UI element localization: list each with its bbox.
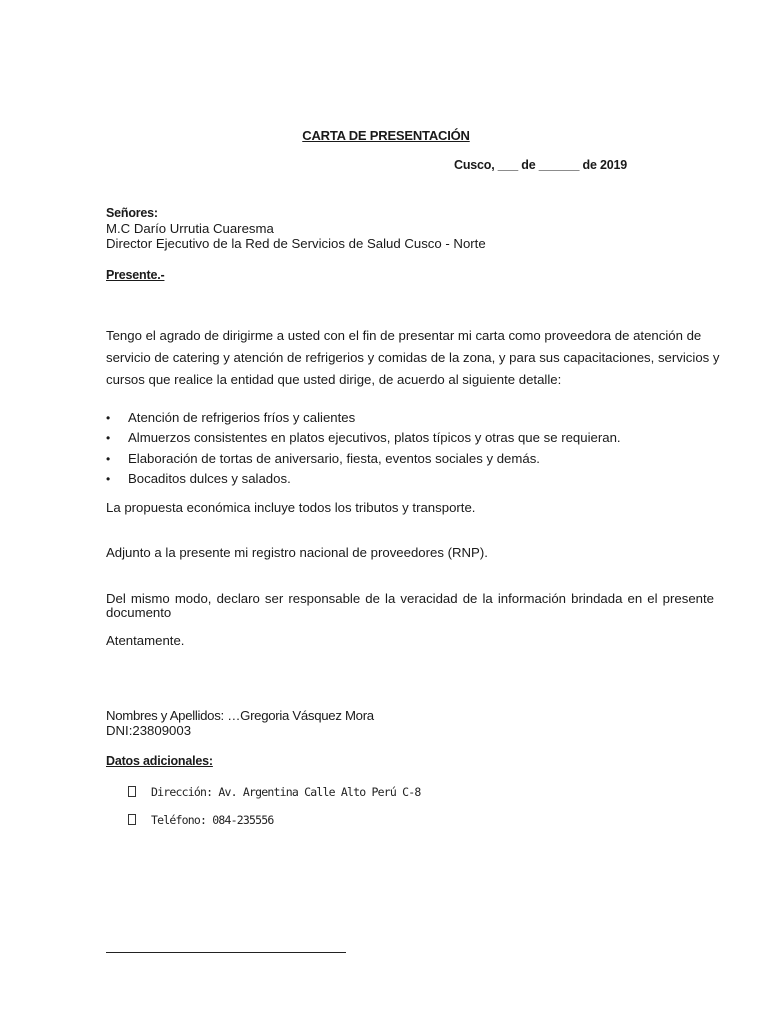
closing-text: Atentamente. bbox=[106, 633, 185, 648]
bullet-icon: • bbox=[106, 451, 111, 466]
list-item: • Atención de refrigerios fríos y calientes bbox=[106, 408, 621, 428]
list-item: • Almuerzos consistentes en platos ejecutivos, platos típicos y otras que se requieran. bbox=[106, 428, 621, 448]
signer-name: Nombres y Apellidos: …Gregoria Vásquez Mora bbox=[106, 708, 374, 723]
letter-title: CARTA DE PRESENTACIÓN bbox=[302, 128, 470, 143]
checkbox-icon bbox=[128, 814, 136, 825]
recipient-label: Señores: bbox=[106, 206, 158, 220]
bullet-icon: • bbox=[106, 411, 111, 425]
list-item: • Elaboración de tortas de aniversario, fiesta, eventos sociales y demás. bbox=[106, 449, 621, 469]
signature-line bbox=[106, 952, 346, 953]
intro-paragraph: Tengo el agrado de dirigirme a usted con el fin de presentar mi carta como proveedora de atención de servicio de catering y atención de refrigerios y comidas de la zona, y para sus capacitaciones, servicios y cursos que realice la entidad que usted dirige, de acuerdo al siguiente detalle: bbox=[106, 328, 720, 387]
phone-item: Teléfono: 084-235556 bbox=[128, 813, 273, 827]
checkbox-icon bbox=[128, 786, 136, 797]
presente-label: Presente.- bbox=[106, 268, 165, 282]
address-item: Dirección: Av. Argentina Calle Alto Perú C-8 bbox=[128, 785, 420, 799]
recipient-name: M.C Darío Urrutia Cuaresma bbox=[106, 221, 274, 236]
service-list bbox=[106, 408, 621, 489]
bullet-icon: • bbox=[106, 431, 111, 446]
list-item: • Bocaditos dulces y salados. bbox=[106, 469, 621, 489]
bullet-icon: • bbox=[106, 471, 111, 486]
declaration-paragraph: Del mismo modo, declaro ser responsable de la veracidad de la información brindada en el presente documento bbox=[106, 591, 714, 620]
proposal-text: La propuesta económica incluye todos los tributos y transporte. bbox=[106, 500, 476, 515]
signer-dni: DNI:23809003 bbox=[106, 723, 192, 738]
attachment-text: Adjunto a la presente mi registro nacional de proveedores (RNP). bbox=[106, 545, 488, 560]
date-line: Cusco, ___ de ______ de 2019 bbox=[454, 158, 627, 172]
recipient-position: Director Ejecutivo de la Red de Servicios de Salud Cusco - Norte bbox=[106, 236, 486, 251]
additional-label: Datos adicionales: bbox=[106, 754, 213, 768]
